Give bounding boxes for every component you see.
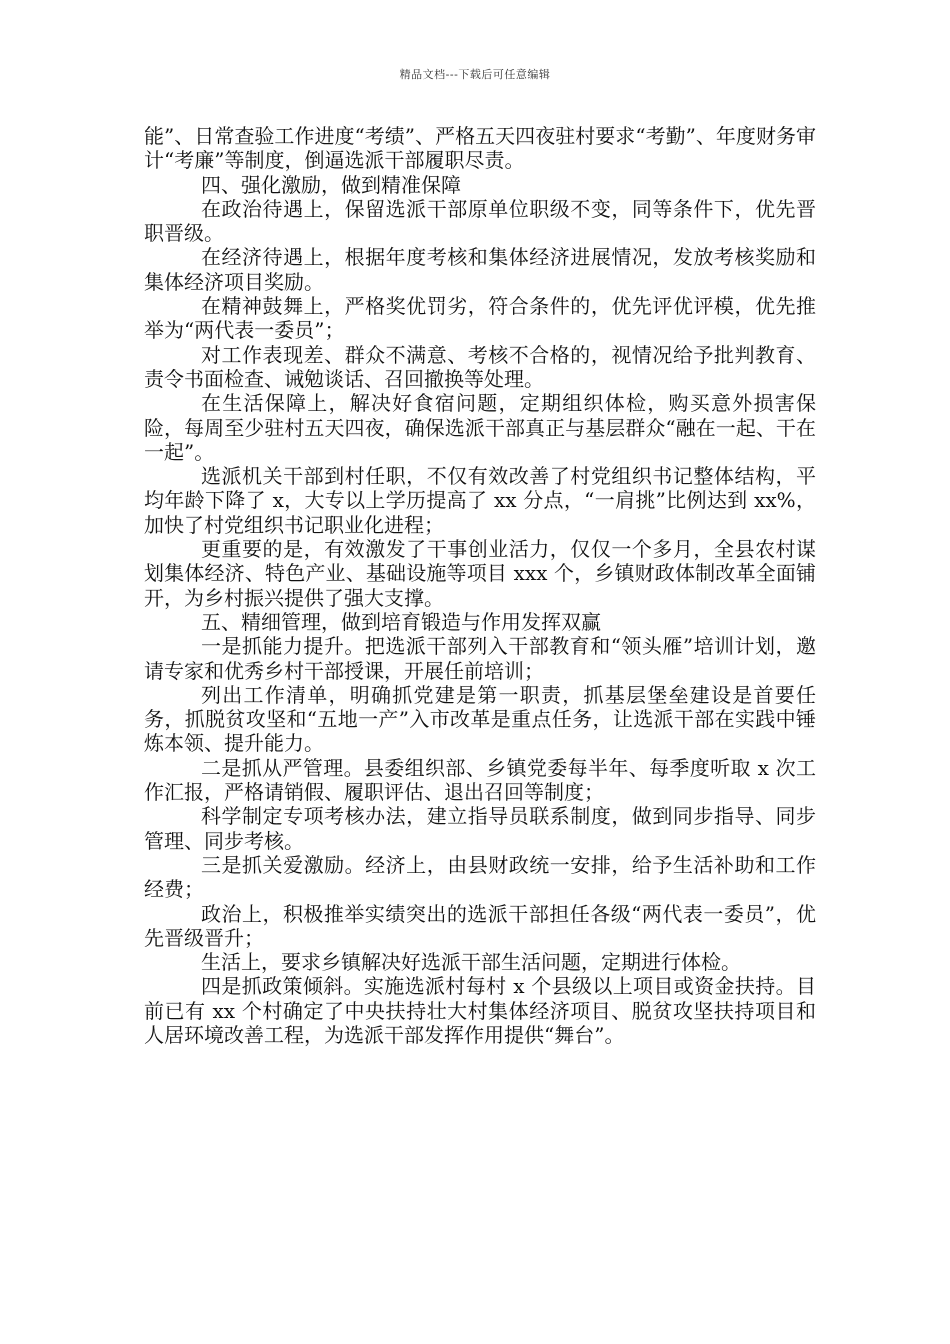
section-heading-4: 四、强化激励，做到精准保障 — [201, 172, 461, 197]
paragraph-5: 在精神鼓舞上，严格奖优罚劣，符合条件的，优先评优评模，优先推举为“两代表一委员”； — [144, 294, 816, 343]
paragraph-12: 列出工作清单，明确抓党建是第一职责，抓基层堡垒建设是首要任务，抓脱贫攻坚和“五地一产”入市改革是重点任务，让选派干部在实践中锤炼本领、提升能力。 — [144, 682, 816, 756]
paragraph-13: 二是抓从严管理。县委组织部、乡镇党委每半年、每季度听取 x 次工作汇报，严格请销假、履职评估、退出召回等制度； — [144, 755, 816, 805]
paragraph-9: 更重要的是，有效激发了干事创业活力，仅仅一个多月，全县农村谋划集体经济、特色产业、基础设施等项目 xxx 个，乡镇财政体制改革全面铺开，为乡村振兴提供了强大支撑。 — [144, 537, 816, 610]
paragraph-16: 政治上，积极推举实绩突出的选派干部担任各级“两代表一委员”，优先晋级晋升； — [144, 901, 816, 950]
paragraph-11: 一是抓能力提升。把选派干部列入干部教育和“领头雁”培训计划，邀请专家和优秀乡村干部授课，开展任前培训； — [144, 634, 816, 683]
paragraph-3: 在政治待遇上，保留选派干部原单位职级不变，同等条件下，优先晋职晋级。 — [144, 196, 816, 246]
paragraph-17: 生活上，要求乡镇解决好选派干部生活问题，定期进行体检。 — [201, 950, 741, 975]
page-header: 精品文档---下载后可任意编辑 — [399, 68, 551, 81]
paragraph-1: 能”、日常查验工作进度“考绩”、严格五天四夜驻村要求“考勤”、年度财务审计“考廉”等制度，倒逼选派干部履职尽责。 — [144, 124, 816, 173]
paragraph-15: 三是抓关爱激励。经济上，由县财政统一安排，给予生活补助和工作经费； — [144, 852, 816, 902]
paragraph-7: 在生活保障上，解决好食宿问题，定期组织体检，购买意外损害保险，每周至少驻村五天四夜，确保选派干部真正与基层群众“融在一起、干在一起”。 — [144, 391, 816, 464]
paragraph-4: 在经济待遇上，根据年度考核和集体经济进展情况，发放考核奖励和集体经济项目奖励。 — [144, 245, 816, 294]
paragraph-8: 选派机关干部到村任职，不仅有效改善了村党组织书记整体结构，平均年龄下降了 x，大专以上学历提高了 xx 分点，“一肩挑”比例达到 xx%，加快了村党组织书记职业化进程； — [144, 464, 816, 537]
paragraph-6: 对工作表现差、群众不满意、考核不合格的，视情况给予批判教育、责令书面检查、诫勉谈话、召回撤换等处理。 — [144, 342, 816, 391]
paragraph-18: 四是抓政策倾斜。实施选派村每村 x 个县级以上项目或资金扶持。目前已有 xx 个村确定了中央扶持壮大村集体经济项目、脱贫攻坚扶持项目和人居环境改善工程，为选派干部发挥作用提供“舞台”。 — [144, 974, 816, 1047]
paragraph-14: 科学制定专项考核办法，建立指导员联系制度，做到同步指导、同步管理、同步考核。 — [144, 804, 816, 853]
document-body — [144, 124, 816, 1047]
section-heading-5: 五、精细管理，做到培育锻造与作用发挥双赢 — [201, 609, 601, 634]
